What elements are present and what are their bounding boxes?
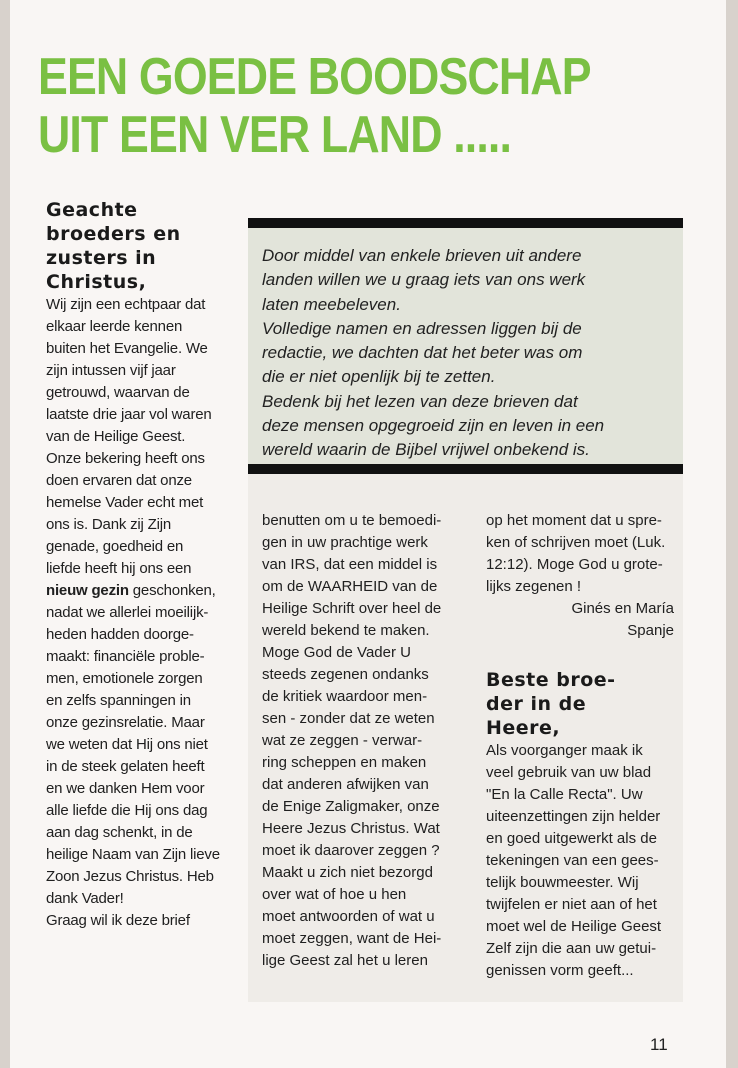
title-line-1: EEN GOEDE BOODSCHAP	[38, 48, 591, 106]
letter2-body: Als voorganger maak ik veel gebruik van uw blad "En la Calle Recta". Uw uiteenzettingen zijn helder en goed uitgewerkt als de tekeningen van een gees- telijk bouwmeester. Wij twijfelen er niet aan of het moet wel de Heilige Geest Zelf zijn die aan uw getui- genissen vorm geeft...	[486, 742, 662, 979]
column-1	[46, 198, 246, 932]
signature-country: Spanje	[627, 622, 674, 639]
title-line-2: UIT EEN VER LAND .....	[38, 106, 512, 164]
intro-top-rule	[248, 218, 683, 228]
page-number: 11	[650, 1035, 668, 1054]
letter1-body-part1: Wij zijn een echtpaar dat elkaar leerde kennen buiten het Evangelie. We zijn intussen vijf jaar getrouwd, waarvan de laatste drie jaar vol waren van de Heilige Geest. Onze bekering heeft ons doen ervaren dat onze hemelse Vader echt met ons is. Dank zij Zijn genade, goedheid en liefde heeft hij ons een nieuw gezin geschonken, nadat we allerlei moeilijk- heden hadden doorge- maakt: financiële proble- men, emotionele zorgen en zelfs spanningen in onze gezinsrelatie. Maar we weten dat Hij ons niet in de steek gelaten heeft en we danken Hem voor alle liefde die Hij ons dag aan dag schenkt, in de heilige Naam van Zijn lieve Zoon Jezus Christus. Heb dank Vader! Graag wil ik deze brief	[46, 294, 246, 932]
letter1-salutation: Geachte broeders en zusters in Christus,	[46, 199, 181, 293]
bold-phrase: nieuw gezin	[46, 582, 129, 599]
intro-bottom-rule	[248, 464, 683, 474]
letter1-ending: op het moment dat u spre- ken of schrijven moet (Luk. 12:12). Moge God u grote- lijks zegenen ! Ginés en María Spanje	[486, 510, 686, 642]
column-2: benutten om u te bemoedi- gen in uw prachtige werk van IRS, dat een middel is om de WAARHEID van de Heilige Schrift over heel de wereld bekend te maken. Moge God de Vader U steeds zegenen ondanks de kritiek waardoor men- sen - zonder dat ze weten wat ze zeggen - verwar- ring scheppen en maken dat anderen afwijken van de Enige Zaligmaker, onze Heere Jezus Christus. Wat moet ik daarover zeggen ? Maakt u zich niet bezorgd over wat of hoe u hen moet antwoorden of wat u moet zeggen, want de Hei- lige Geest zal het u leren	[262, 512, 442, 969]
magazine-page	[10, 0, 726, 1068]
column-3	[486, 510, 686, 982]
signature-names: Ginés en María	[571, 600, 674, 617]
intro-text: Door middel van enkele brieven uit andere landen willen we u graag iets van ons werk laten meebeleven. Volledige namen en adressen liggen bij de redactie, we dachten dat het beter was om die er niet openlijk bij te zetten. Bedenk bij het lezen van deze brieven dat deze mensen opgegroeid zijn en leven in een wereld waarin de Bijbel vrijwel onbekend is.	[262, 246, 605, 460]
article-title	[38, 48, 591, 164]
bold-line: nieuw gezin geschonken,	[46, 582, 216, 599]
intro-box	[248, 218, 683, 474]
letter2-salutation: Beste broe- der in de Heere,	[486, 669, 616, 739]
